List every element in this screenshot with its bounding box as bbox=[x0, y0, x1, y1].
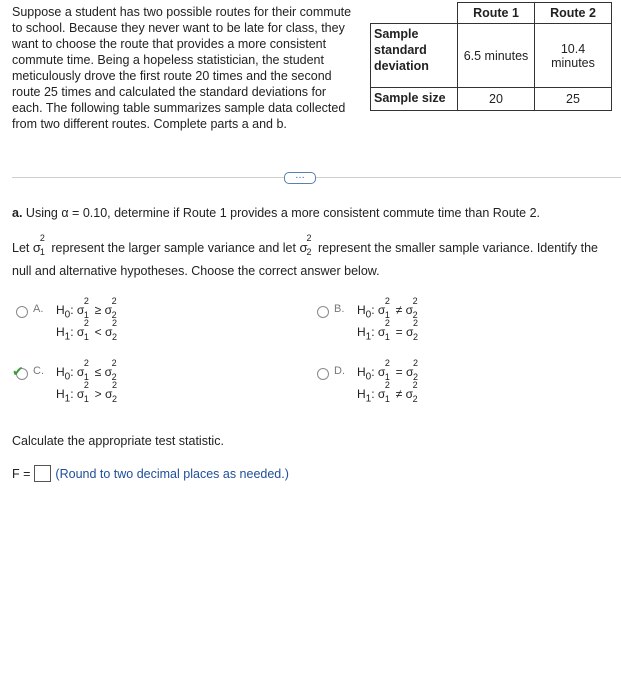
null-hypothesis: $H_0$: σ 2 1 = σ 2 2 bbox=[357, 358, 419, 383]
table-header-route2: Route 2 bbox=[535, 3, 612, 24]
answer-label: F = bbox=[12, 466, 31, 481]
let-text-3: represent the smaller sample variance. Identify the null and alternative hypotheses. Choose the correct answer below. bbox=[12, 241, 598, 278]
problem-text: Suppose a student has two possible routes for their commute to school. Because they never want to be late for class, they want to choose the route that provides a more consistent commute time. Being a hopeless statistician, the student meticulously drove the first route 20 times and the second route 25 times and calculated the standard deviations for each. The following table summarizes sample data collected from two different routes. Complete parts a and b. bbox=[12, 5, 352, 131]
option-letter: C. bbox=[33, 365, 44, 377]
sigma1-squared: σ 2 1 bbox=[32, 233, 45, 257]
let-text-1: Let bbox=[12, 241, 30, 255]
table-header-route1: Route 1 bbox=[458, 3, 535, 24]
option-letter: B. bbox=[334, 303, 345, 315]
table-cell: 20 bbox=[458, 88, 535, 111]
radio-button[interactable] bbox=[16, 306, 28, 318]
part-a-text: Using α = 0.10, determine if Route 1 provides a more consistent commute time than Route 2. bbox=[25, 206, 541, 220]
option-c[interactable] bbox=[12, 358, 212, 411]
option-d[interactable] bbox=[313, 358, 513, 411]
null-hypothesis: $H_0$: σ 2 1 ≠ σ 2 2 bbox=[357, 296, 418, 321]
alternative-hypothesis: $H_1$: σ 2 1 < σ 2 2 bbox=[56, 318, 118, 343]
calc-instruction: Calculate the appropriate test statistic. bbox=[12, 434, 224, 448]
option-letter: A. bbox=[33, 303, 44, 315]
null-hypothesis: $H_0$: σ 2 1 ≤ σ 2 2 bbox=[56, 358, 117, 383]
table-row-label: Sample standard deviation bbox=[371, 24, 458, 88]
checkmark-icon: ✔ bbox=[12, 363, 24, 379]
part-label: a. bbox=[12, 206, 23, 220]
rounding-hint: (Round to two decimal places as needed.) bbox=[55, 466, 289, 481]
radio-button[interactable] bbox=[317, 368, 329, 380]
option-b[interactable] bbox=[313, 296, 513, 349]
radio-button[interactable] bbox=[317, 306, 329, 318]
sigma2-squared: σ 2 2 bbox=[299, 233, 312, 257]
answer-row bbox=[12, 465, 289, 482]
null-hypothesis: $H_0$: σ 2 1 ≥ σ 2 2 bbox=[56, 296, 117, 321]
data-table bbox=[370, 2, 612, 111]
expand-button[interactable]: … bbox=[284, 172, 316, 184]
alternative-hypothesis: $H_1$: σ 2 1 ≠ σ 2 2 bbox=[357, 380, 418, 405]
table-cell: 6.5 minutes bbox=[458, 24, 535, 88]
table-row-label: Sample size bbox=[371, 88, 458, 111]
alternative-hypothesis: $H_1$: σ 2 1 = σ 2 2 bbox=[357, 318, 419, 343]
table-cell: 25 bbox=[535, 88, 612, 111]
hypothesis-instructions bbox=[12, 233, 612, 283]
table-cell: 10.4 minutes bbox=[535, 24, 612, 88]
alternative-hypothesis: $H_1$: σ 2 1 > σ 2 2 bbox=[56, 380, 118, 405]
part-a-question bbox=[12, 206, 540, 220]
let-text-2: represent the larger sample variance and let bbox=[51, 241, 296, 255]
table-corner bbox=[371, 3, 458, 24]
section-divider bbox=[12, 177, 621, 178]
option-a[interactable] bbox=[12, 296, 212, 349]
f-answer-input[interactable] bbox=[34, 465, 51, 482]
option-letter: D. bbox=[334, 365, 345, 377]
